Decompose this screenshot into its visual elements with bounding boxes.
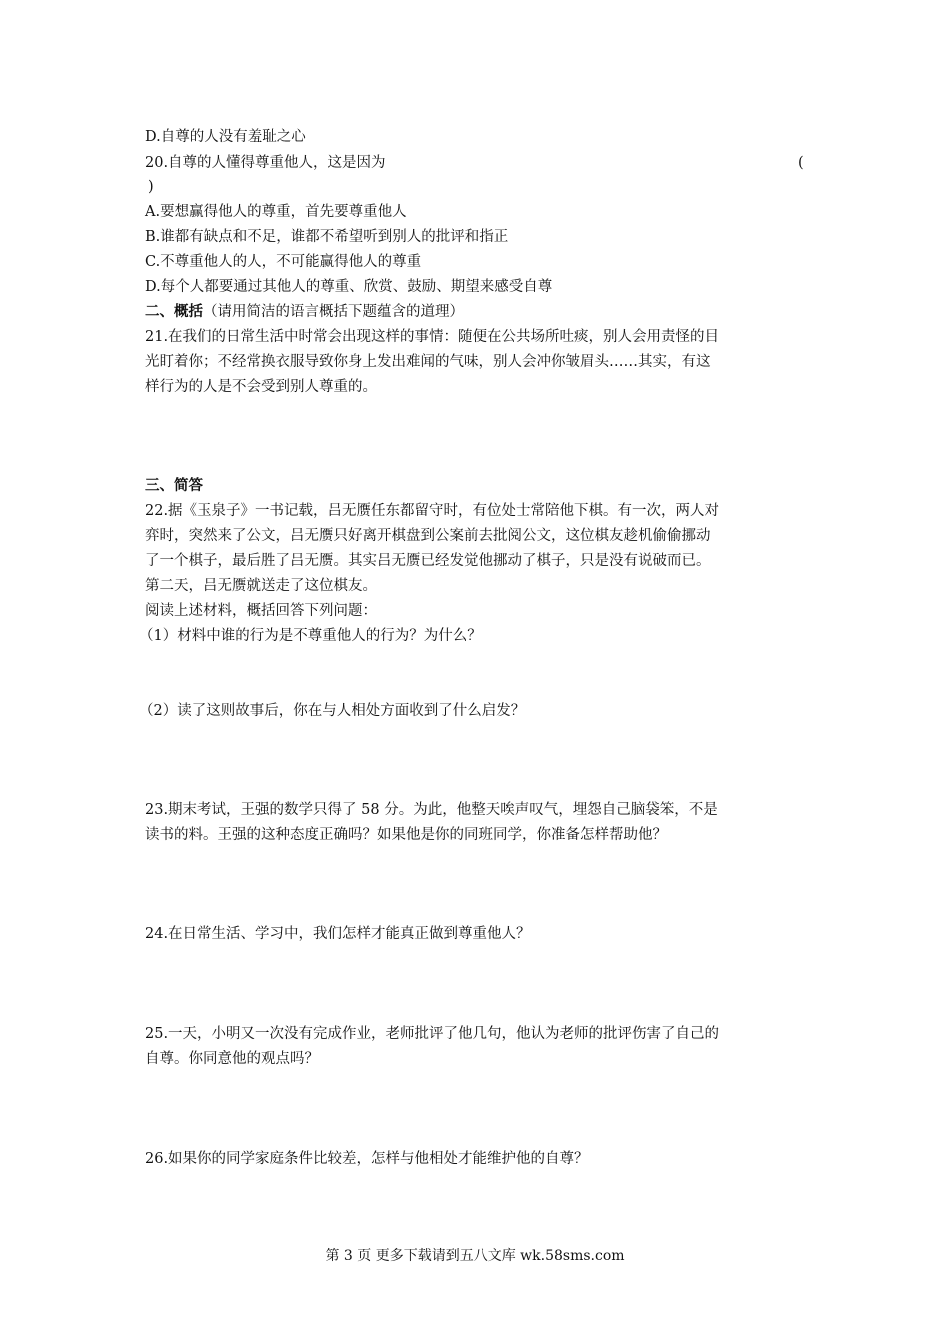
question-20-option-c: C.不尊重他人的人，不可能赢得他人的尊重 [145,254,422,270]
answer-paren-close: ) [148,179,154,195]
question-23-line-2: 读书的料。王强的这种态度正确吗？如果他是你的同班同学，你准备怎样帮助他？ [145,827,667,843]
question-22-line-2: 弈时，突然来了公文，吕无赝只好离开棋盘到公案前去批阅公文，这位棋友趁机偷偷挪动 [145,528,711,544]
answer-paren-open: ( [798,155,804,171]
question-24: 24.在日常生活、学习中，我们怎样才能真正做到尊重他人？ [145,926,531,942]
question-23-line-1: 23.期末考试，王强的数学只得了 58 分。为此，他整天唉声叹气，埋怨自己脑袋笨，不是 [145,802,718,818]
page-footer: 第 3 页 更多下载请到五八文库 wk.58sms.com [325,1248,625,1264]
question-22-sub-1: （1）材料中谁的行为是不尊重他人的行为？为什么？ [139,628,482,644]
question-26: 26.如果你的同学家庭条件比较差，怎样与他相处才能维护他的自尊？ [145,1151,589,1167]
question-25-line-2: 自尊。你同意他的观点吗？ [145,1051,319,1067]
question-22-line-1: 22.据《玉泉子》一书记载，吕无赝任东都留守时，有位处士常陪他下棋。有一次，两人对 [145,503,720,519]
question-19-option-d: D.自尊的人没有羞耻之心 [145,129,306,145]
question-20-option-b: B.谁都有缺点和不足，谁都不希望听到别人的批评和指正 [145,229,509,245]
section-3-heading: 三、简答 [145,477,203,494]
question-20-stem: 20.自尊的人懂得尊重他人，这是因为 [145,155,386,171]
question-22-instruction: 阅读上述材料，概括回答下列问题： [145,603,377,619]
question-21-line-2: 光盯着你；不经常换衣服导致你身上发出难闻的气味，别人会冲你皱眉头……其实，有这 [145,354,711,370]
question-20-option-a: A.要想赢得他人的尊重，首先要尊重他人 [145,204,407,220]
question-22-sub-2: （2）读了这则故事后，你在与人相处方面收到了什么启发？ [139,703,526,719]
question-22-line-4: 第二天，吕无赝就送走了这位棋友。 [145,578,377,594]
question-21-line-1: 21.在我们的日常生活中时常会出现这样的事情：随便在公共场所吐痰，别人会用责怪的目 [145,329,720,345]
question-21-line-3: 样行为的人是不会受到别人尊重的。 [145,379,377,395]
question-22-line-3: 了一个棋子，最后胜了吕无赝。其实吕无赝已经发觉他挪动了棋子，只是没有说破而已。 [145,553,711,569]
section-2-note: （请用简洁的语言概括下题蕴含的道理） [203,304,464,320]
section-2-title [145,302,464,322]
question-25-line-1: 25.一天，小明又一次没有完成作业，老师批评了他几句，他认为老师的批评伤害了自己的 [145,1026,720,1042]
question-20-option-d: D.每个人都要通过其他人的尊重、欣赏、鼓励、期望来感受自尊 [145,279,553,295]
section-2-heading: 二、概括 [145,303,203,320]
